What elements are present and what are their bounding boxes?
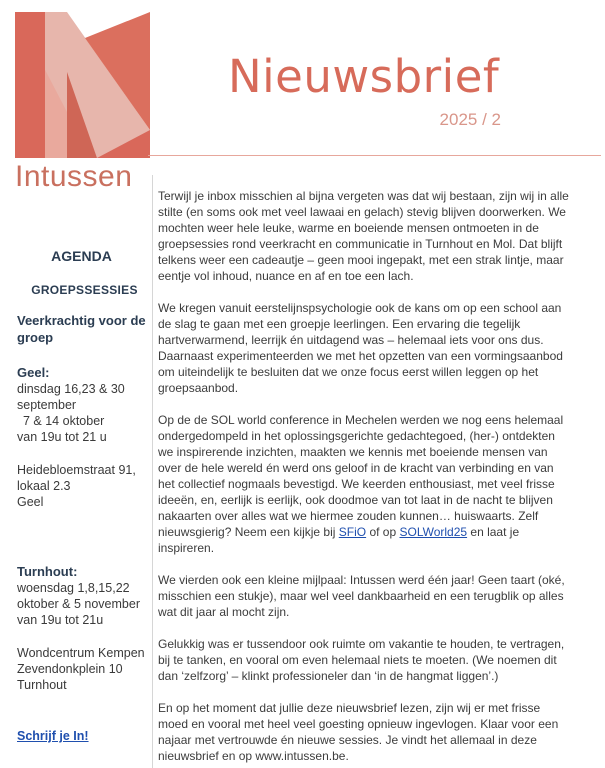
newsletter-body [158, 188, 572, 768]
turnhout-address-1: Wondcentrum Kempen [17, 646, 145, 660]
newsletter-title: Nieuwsbrief [228, 50, 500, 103]
geel-location [17, 462, 152, 510]
logo-left-shade [15, 12, 45, 158]
geel-city: Geel: [17, 365, 50, 380]
conference-text: Op de de SOL world conference in Mechelen werden we nog eens helemaal ondergedompeld in het oplossingsgerichte gedachtegoed, (her-) ontdekten we inspirerende inzichten, maakten we kennis met boeiende mensen van over de hele wereld én werd ons geloof in de kracht van verbinding en van het collectief nogmaals bevestigd. We keerden enthousiast, met veel frisse ideeën, en, eerlijk is eerlijk, ook doodmoe van tot laat in de nacht te blijven nakaarten over alles wat we hiermee zouden kunnen… huiswaarts. Zelf nieuwsgierig? Neem een kijkje bij [158, 413, 564, 539]
header-divider [148, 155, 601, 156]
column-divider [152, 175, 153, 768]
paragraph-milestone: We vierden ook een kleine mijlpaal: Intussen werd één jaar! Geen taart (oké, misschien een stukje), maar wel veel dankbaarheid en een terugblik op alles wat dit jaar al mocht zijn. [158, 573, 565, 619]
geel-dates-2: 7 & 14 oktober [23, 414, 105, 428]
issue-number: 2025 / 2 [439, 110, 501, 129]
paragraph-intro: Terwijl je inbox misschien al bijna vergeten was dat wij bestaan, zijn wij in alle stilte (en soms ook met veel lawaai en gelach) stevig blijven doorwerken. We mochten weer hele leuke, warme en boeiende mensen ontmoeten in de groepsessies rond veerkracht en communicatie in Turnhout en Mol. Dat blijft telkens weer een cadeautje – geen mooi ingepakt, met een strak lintje, maar eentje vol inhoud, nuance en af en toe een lach. [158, 189, 569, 283]
turnhout-dates: woensdag 1,8,15,22 oktober & 5 november [17, 581, 140, 611]
brand-name: Intussen [15, 160, 133, 193]
paragraph-conference [158, 412, 572, 556]
intussen-logo [15, 12, 150, 158]
signup-link[interactable]: Schrijf je In! [17, 729, 89, 743]
conference-end: en laat je inspireren. [158, 525, 520, 555]
sfio-link[interactable]: SFiO [338, 525, 367, 539]
geel-time: van 19u tot 21 u [17, 430, 107, 444]
group-sessions-heading: GROEPSSESSIES [31, 283, 138, 297]
session-topic: Veerkrachtig voor de groep [17, 313, 146, 345]
turnhout-session [17, 564, 152, 628]
geel-dates-1: dinsdag 16,23 & 30 september [17, 382, 125, 412]
agenda-heading: AGENDA [51, 248, 112, 264]
conference-mid: of op [366, 525, 397, 539]
paragraph-outlook: En op het moment dat jullie deze nieuwsbrief lezen, zijn wij er met frisse moed en vooral met heel veel goesting opnieuw ingevlogen. Klaar voor een najaar met vertrouwde én nieuwe sessies. Je vindt het allemaal in deze nieuwsbrief en op www.intussen.be. [158, 701, 559, 763]
geel-session [17, 365, 152, 445]
geel-address-1: Heidebloemstraat 91, lokaal 2.3 [17, 463, 136, 493]
turnhout-time: van 19u tot 21u [17, 613, 104, 627]
solworld25-link[interactable]: SOLWorld25 [399, 525, 468, 539]
agenda-sidebar [17, 248, 152, 744]
paragraph-school: We kregen vanuit eerstelijnspsychologie ook de kans om op een school aan de slag te gaan met een groepje leerlingen. Een ervaring die tegelijk hartverwarmend, leerrijk én uitdagend was – helemaal iets voor ons dus. Daarnaast experimenteerden we met het opzetten van een vormingsaanbod om uiteindelijk te besluiten dat we onze focus eerst willen leggen op het groepsaanbod. [158, 301, 563, 395]
turnhout-address-3: Turnhout [17, 678, 67, 692]
paragraph-vacation: Gelukkig was er tussendoor ook ruimte om vakantie te houden, te vertragen, bij te tanken, en vooral om even helemaal niets te moeten. (We noemen dit dan ‘zelfzorg’ – klinkt professioneler dan ‘in de hangmat liggen’.) [158, 637, 565, 683]
turnhout-location [17, 645, 152, 693]
turnhout-address-2: Zevendonkplein 10 [17, 662, 123, 676]
turnhout-city: Turnhout: [17, 564, 78, 579]
geel-address-2: Geel [17, 495, 44, 509]
